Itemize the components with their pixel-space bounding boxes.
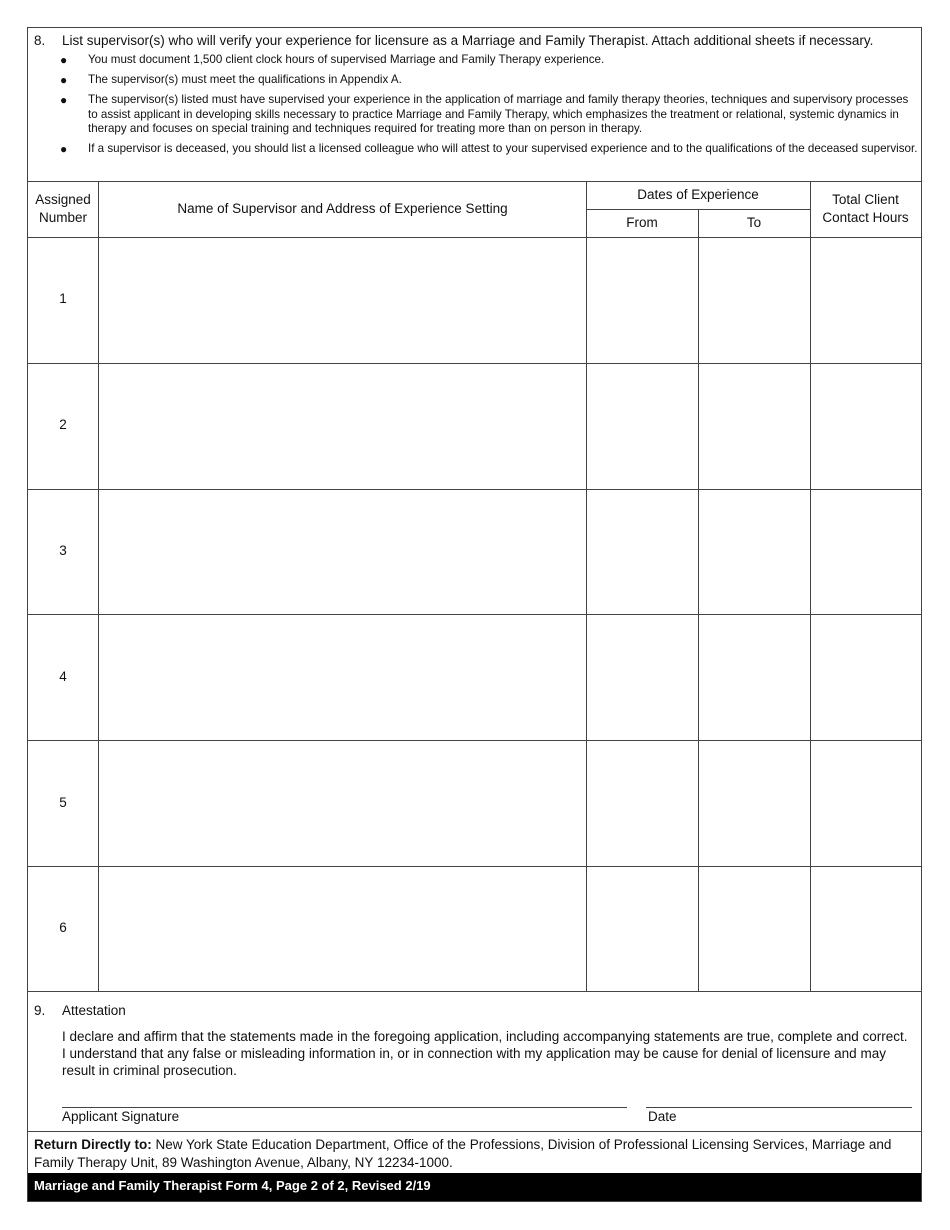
signature-line[interactable]: [62, 1107, 627, 1108]
table-divider: [28, 489, 921, 490]
bullet-text: If a supervisor is deceased, you should list a licensed colleague who will attest to your supervised experience and to the qualifications of the deceased supervisor.: [88, 142, 918, 155]
bullet-icon: ●: [60, 93, 68, 107]
section-8: [28, 28, 921, 182]
table-divider: [28, 614, 921, 615]
header-supervisor: Name of Supervisor and Address of Experience Setting: [177, 201, 508, 216]
row-number: 6: [59, 920, 67, 935]
bullet-icon: ●: [60, 53, 68, 67]
row-number: 3: [59, 543, 67, 558]
header-dates: Dates of Experience: [637, 187, 759, 202]
date-line[interactable]: [646, 1107, 912, 1108]
return-address: [28, 1131, 921, 1173]
table-divider: [28, 740, 921, 741]
header-assigned-number: Assigned Number: [35, 192, 91, 225]
list-item: [60, 53, 918, 68]
section-8-number: 8.: [34, 33, 46, 48]
row-number: 2: [59, 417, 67, 432]
list-item: [60, 142, 918, 157]
header-hours: Total Client Contact Hours: [822, 192, 909, 225]
form-page: [27, 27, 922, 1202]
return-label: Return Directly to:: [34, 1137, 152, 1152]
table-divider: [586, 209, 810, 210]
header-from: From: [626, 215, 658, 230]
form-footer: [28, 1173, 921, 1201]
attestation-text: I declare and affirm that the statements made in the foregoing application, including accompanying statements are true, complete and correct. I understand that any false or misleading information in, or in connection with my application may be cause for denial of licensure and may result in criminal prosecution.: [62, 1029, 908, 1078]
table-divider: [28, 237, 921, 238]
table-divider: [810, 181, 811, 992]
bullet-icon: ●: [60, 73, 68, 87]
list-item: [60, 93, 918, 137]
requirements-list: [60, 53, 918, 162]
row-number: 1: [59, 291, 67, 306]
bullet-icon: ●: [60, 142, 68, 156]
footer-text: Marriage and Family Therapist Form 4, Page 2 of 2, Revised 2/19: [34, 1178, 431, 1193]
table-divider: [698, 209, 699, 992]
table-divider: [28, 866, 921, 867]
table-divider: [28, 363, 921, 364]
table-divider: [98, 181, 99, 992]
bullet-text: The supervisor(s) listed must have supervised your experience in the application of marriage and family therapy theories, techniques and supervisory processes to assist applicant in developing skills necessary to practice Marriage and Family Therapy, which emphasizes the treatment or relational, systemic dynamics in therapy and focuses on special training and techniques required for treating more than on person in therapy.: [88, 93, 909, 135]
table-divider: [586, 181, 587, 992]
section-9-number: 9.: [34, 1003, 46, 1018]
section-9-attestation: [28, 992, 921, 1131]
section-9-title: Attestation: [62, 1003, 126, 1018]
supervisor-table: [28, 181, 921, 992]
return-address-text: New York State Education Department, Office of the Professions, Division of Professional Licensing Services, Marriage and Family Therapy Unit, 89 Washington Avenue, Albany, NY 12234-1000.: [34, 1137, 892, 1170]
list-item: [60, 73, 918, 88]
date-label: Date: [648, 1109, 677, 1124]
bullet-text: You must document 1,500 client clock hours of supervised Marriage and Family Therapy experience.: [88, 53, 605, 66]
bullet-text: The supervisor(s) must meet the qualifications in Appendix A.: [88, 73, 402, 86]
header-to: To: [746, 215, 762, 230]
signature-label: Applicant Signature: [62, 1109, 180, 1124]
section-8-heading: List supervisor(s) who will verify your experience for licensure as a Marriage and Family Therapist. Attach additional sheets if necessary.: [62, 33, 874, 48]
row-number: 5: [59, 795, 67, 810]
row-number: 4: [59, 669, 67, 684]
